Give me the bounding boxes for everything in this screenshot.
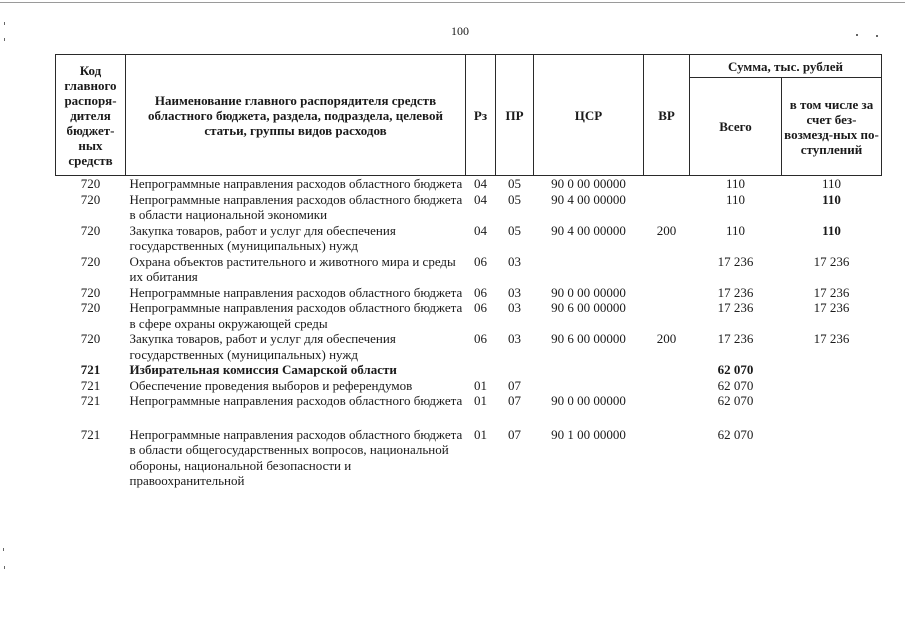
cell-csr: 90 0 00 00000 (551, 284, 626, 300)
cell-gratuitous: 110 (821, 176, 842, 191)
cell-gratuitous (782, 393, 882, 409)
cell-name: Непрограммные направления расходов областного бюджета в сфере охраны окружающей среды (129, 300, 463, 331)
table-row (56, 176, 882, 192)
cell-csr: 90 0 00 00000 (551, 393, 626, 408)
cell-pr: 07 (508, 393, 521, 408)
cell-total: 110 (725, 222, 746, 238)
cell-name: Непрограммные направления расходов областного бюджета в области общегосударственных вопросов, национальной обороны, национальной безопасности и правоохранительной (129, 426, 463, 488)
cell-gratuitous: 110 (822, 191, 841, 207)
cell-name: Непрограммные направления расходов областного бюджета в области национальной экономики (129, 191, 463, 222)
cell-vr (644, 176, 690, 192)
cell-name: Охрана объектов растительного и животного мира и среды их обитания (129, 253, 456, 284)
table-row (56, 285, 882, 301)
cell-name: Закупка товаров, работ и услуг для обеспечения государственных (муниципальных) нужд (129, 331, 396, 362)
table-row (56, 331, 882, 362)
table-row (56, 300, 882, 331)
cell-gratuitous: 17 236 (813, 253, 850, 269)
cell-total: 62 070 (717, 426, 754, 442)
cell-code: 720 (80, 191, 101, 207)
header-total: Всего (690, 78, 782, 176)
cell-rz: 06 (474, 253, 487, 269)
cell-vr: 200 (656, 222, 677, 238)
cell-vr (644, 427, 690, 489)
cell-total: 17 236 (717, 300, 754, 315)
spacer-row (56, 409, 882, 427)
table-row (56, 393, 882, 409)
cell-code: 720 (80, 300, 101, 315)
cell-gratuitous: 110 (822, 222, 841, 238)
cell-name: Закупка товаров, работ и услуг для обеспечения государственных (муниципальных) нужд (129, 222, 396, 253)
table-row (56, 223, 882, 254)
cell-vr (644, 378, 690, 394)
cell-gratuitous (782, 427, 882, 489)
scan-artifact-speck (4, 22, 5, 25)
cell-pr: 05 (508, 191, 521, 207)
cell-total: 110 (725, 176, 746, 191)
scan-artifact-speck (4, 566, 5, 569)
scan-artifact-speck (3, 548, 4, 551)
table-row (56, 378, 882, 394)
scan-artifact-dot (856, 34, 858, 36)
cell-code: 720 (80, 284, 101, 300)
cell-csr: 90 1 00 00000 (551, 426, 626, 442)
cell-rz: 04 (474, 222, 487, 238)
cell-pr: 03 (508, 284, 521, 300)
cell-code: 721 (80, 426, 101, 442)
table-row (56, 254, 882, 285)
cell-gratuitous (782, 362, 882, 378)
cell-vr (644, 300, 690, 331)
table-row (56, 192, 882, 223)
cell-code: 720 (80, 253, 101, 269)
cell-csr (534, 362, 644, 378)
cell-gratuitous (782, 378, 882, 394)
cell-code: 720 (80, 331, 101, 346)
cell-rz: 04 (474, 176, 487, 191)
header-code: Код главного распоря-дителя бюджет-ных средств (56, 55, 126, 176)
cell-csr: 90 6 00 00000 (551, 331, 626, 346)
scan-artifact-speck (4, 38, 5, 41)
top-border-line (0, 2, 905, 3)
spacer-cell (56, 409, 882, 427)
cell-rz: 01 (474, 377, 487, 393)
cell-pr: 05 (508, 176, 521, 191)
cell-vr (644, 393, 690, 409)
cell-code: 720 (80, 222, 101, 238)
scan-artifact-dot (876, 35, 878, 37)
table-row (56, 427, 882, 489)
page-number: 100 (451, 24, 469, 38)
cell-name: Обеспечение проведения выборов и референдумов (129, 377, 413, 393)
cell-pr: 07 (508, 426, 521, 442)
budget-table (55, 54, 882, 489)
cell-total: 17 236 (717, 253, 754, 269)
header-vr: ВР (644, 55, 690, 176)
cell-total: 110 (725, 191, 746, 207)
cell-vr (644, 362, 690, 378)
cell-code: 721 (80, 393, 101, 408)
cell-total: 62 070 (717, 362, 754, 377)
cell-csr (534, 254, 644, 285)
header-gratuitous: в том числе за счет без-возмезд-ных по-ступлений (782, 78, 882, 176)
header-name: Наименование главного распорядителя средств областного бюджета, раздела, подраздела, целевой статьи, группы видов расходов (126, 55, 466, 176)
cell-rz: 01 (474, 426, 487, 442)
cell-gratuitous: 17 236 (813, 331, 850, 346)
cell-gratuitous: 17 236 (813, 284, 850, 300)
cell-rz: 04 (474, 191, 487, 207)
cell-csr: 90 0 00 00000 (551, 176, 626, 191)
cell-pr: 03 (508, 331, 521, 346)
cell-csr: 90 6 00 00000 (551, 300, 626, 315)
cell-name: Непрограммные направления расходов областного бюджета (129, 176, 463, 191)
cell-vr (644, 254, 690, 285)
cell-total: 62 070 (717, 377, 754, 393)
cell-vr: 200 (656, 331, 677, 346)
cell-rz: 06 (474, 331, 487, 346)
table-row (56, 362, 882, 378)
cell-total: 17 236 (717, 331, 754, 346)
cell-code: 720 (80, 176, 101, 191)
header-csr: ЦСР (534, 55, 644, 176)
header-rz: Рз (466, 55, 496, 176)
cell-pr (496, 362, 534, 378)
header-pr: ПР (496, 55, 534, 176)
cell-vr (644, 192, 690, 223)
cell-total: 17 236 (717, 284, 754, 300)
cell-csr: 90 4 00 00000 (551, 222, 626, 238)
cell-pr: 03 (508, 300, 521, 315)
header-sum-group: Сумма, тыс. рублей (690, 55, 882, 78)
cell-code: 721 (80, 362, 101, 377)
cell-rz: 06 (474, 284, 487, 300)
cell-code: 721 (80, 377, 101, 393)
cell-vr (644, 285, 690, 301)
table-body (56, 176, 882, 489)
cell-rz: 01 (474, 393, 487, 408)
cell-total: 62 070 (717, 393, 754, 408)
table-header (56, 55, 882, 176)
cell-name: Непрограммные направления расходов областного бюджета (129, 284, 463, 300)
cell-pr: 03 (508, 253, 521, 269)
cell-pr: 07 (508, 377, 521, 393)
cell-csr (534, 378, 644, 394)
cell-rz: 06 (474, 300, 487, 315)
cell-name: Непрограммные направления расходов областного бюджета (129, 393, 463, 408)
cell-name: Избирательная комиссия Самарской области (129, 362, 397, 377)
cell-pr: 05 (508, 222, 521, 238)
cell-gratuitous: 17 236 (813, 300, 850, 315)
cell-rz (466, 362, 496, 378)
cell-csr: 90 4 00 00000 (551, 191, 626, 207)
